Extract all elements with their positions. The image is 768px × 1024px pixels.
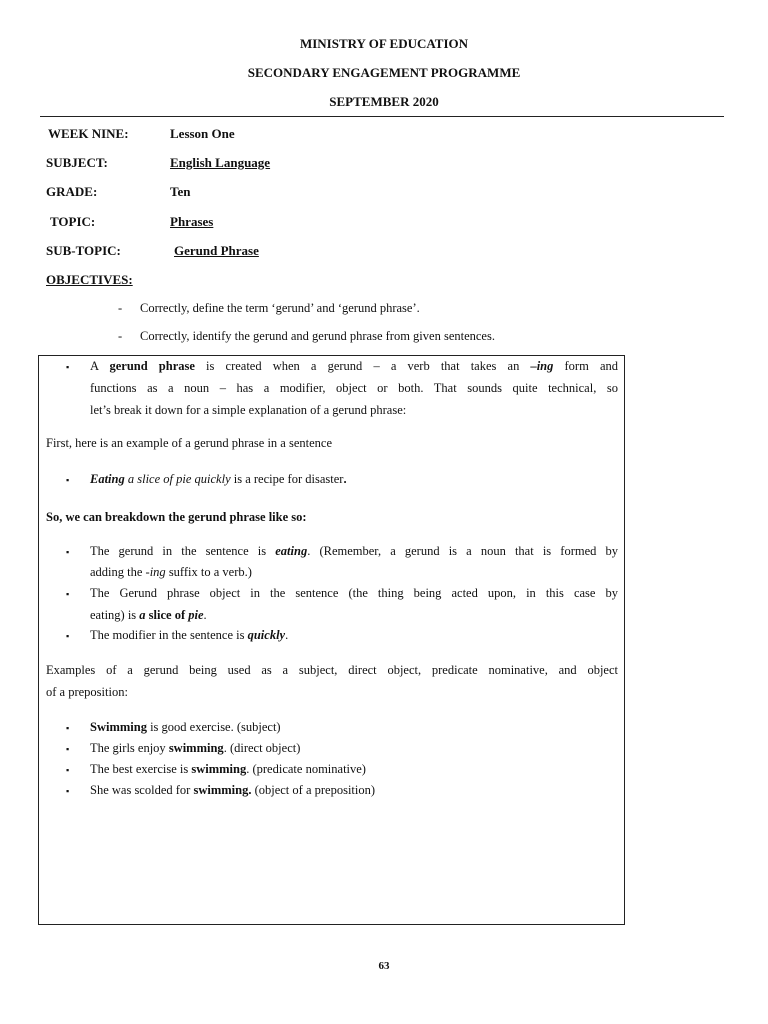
header-rule [40, 116, 724, 117]
example-predicate-nominative [90, 763, 366, 776]
text-run: suffix to a verb.) [165, 565, 252, 579]
subtopic-value: Gerund Phrase [174, 243, 259, 258]
term-ing-suffix: -ing [145, 565, 166, 579]
header-programme: SECONDARY ENGAGEMENT PROGRAMME [247, 65, 521, 80]
bullet-square-icon: ▪ [66, 723, 70, 733]
first-example-intro: First, here is an example of a gerund phrase in a sentence [46, 436, 333, 450]
text-run: adding the [90, 565, 146, 579]
objective-text: Correctly, identify the gerund and gerund phrase from given sentences. [140, 329, 495, 343]
page-number: 63 [378, 960, 390, 972]
topic-label: TOPIC: [50, 214, 96, 229]
bullet-square-icon: ▪ [66, 631, 70, 641]
subject-label: SUBJECT: [46, 155, 108, 170]
bullet-square-icon: ▪ [66, 547, 70, 557]
example-subject [90, 721, 281, 734]
examples-intro-line-2: of a preposition: [46, 685, 128, 699]
text-run: . (direct object) [223, 741, 301, 755]
bullet-square-icon: ▪ [66, 362, 70, 372]
text-run: (object of a preposition) [251, 783, 376, 797]
week-label: WEEK NINE: [48, 126, 129, 141]
text-run: . [343, 472, 347, 486]
example-sentence [90, 473, 347, 486]
text-run: is a recipe for disaster [230, 472, 344, 486]
text-run: She was scolded for [90, 783, 194, 797]
term-gerund-phrase: gerund phrase [109, 359, 195, 373]
topic-value: Phrases [170, 214, 214, 229]
week-value: Lesson One [170, 126, 235, 141]
grade-value: Ten [170, 184, 191, 199]
text-run: The best exercise is [90, 762, 192, 776]
text-run: . (predicate nominative) [246, 762, 366, 776]
text-run: form and [553, 359, 618, 373]
objective-text: Correctly, define the term ‘gerund’ and ‘gerund phrase’. [140, 301, 420, 315]
text-run: The girls enjoy [90, 741, 169, 755]
term-swimming: swimming. [193, 783, 252, 797]
breakdown-item-1-line-1 [90, 545, 618, 558]
term-pie: pie [188, 608, 204, 622]
term-swimming: swimming [191, 762, 247, 776]
bullet-square-icon: ▪ [66, 475, 70, 485]
intro-line-3: let’s break it down for a simple explanation of a gerund phrase: [90, 403, 407, 417]
examples-intro-line-1: Examples of a gerund being used as a subject, direct object, predicate nominative, and object [46, 663, 618, 677]
text-run: is created when a gerund – a verb that takes an [194, 359, 531, 373]
text-run: A [90, 359, 110, 373]
text-run: . [285, 628, 289, 642]
breakdown-heading: So, we can breakdown the gerund phrase like so: [46, 510, 307, 524]
breakdown-item-2-line-1: The Gerund phrase object in the sentence (the thing being acted upon, in this case by [90, 586, 618, 600]
term-slice-of: slice of [145, 608, 189, 622]
bullet-square-icon: ▪ [66, 744, 70, 754]
example-phrase: a slice of pie quickly [124, 472, 231, 486]
breakdown-item-3 [90, 629, 288, 642]
text-run: The modifier in the sentence is [90, 628, 248, 642]
text-run: eating) is [90, 608, 140, 622]
bullet-square-icon: ▪ [66, 765, 70, 775]
term-swimming: swimming [168, 741, 224, 755]
text-run: The gerund in the sentence is [90, 544, 276, 558]
term-eating: eating [275, 544, 308, 558]
text-run: . [203, 608, 207, 622]
subject-value: English Language [170, 155, 271, 170]
header-ministry: MINISTRY OF EDUCATION [299, 36, 469, 51]
breakdown-item-2-line-2 [90, 609, 207, 622]
dash-glyph: - [118, 329, 123, 343]
bullet-square-icon: ▪ [66, 589, 70, 599]
objective-item [118, 329, 495, 344]
example-gerund: Eating [90, 472, 125, 486]
intro-line-1 [90, 360, 618, 373]
text-run: . (Remember, a gerund is a noun that is formed by [307, 544, 618, 558]
subtopic-label: SUB-TOPIC: [46, 243, 121, 258]
header-date: SEPTEMBER 2020 [329, 94, 439, 109]
breakdown-item-1-line-2 [90, 566, 252, 579]
dash-glyph: - [118, 301, 123, 315]
term-quickly: quickly [247, 628, 286, 642]
text-run: is good exercise. (subject) [146, 720, 281, 734]
intro-line-2: functions as a noun – has a modifier, object or both. That sounds quite technical, so [90, 381, 618, 395]
grade-label: GRADE: [46, 184, 98, 199]
objective-item [118, 301, 420, 316]
term-a: a [139, 608, 146, 622]
example-object-of-preposition [90, 784, 375, 797]
objectives-label: OBJECTIVES: [46, 272, 133, 287]
term-ing: –ing [530, 359, 554, 373]
bullet-square-icon: ▪ [66, 786, 70, 796]
term-swimming: Swimming [90, 720, 147, 734]
example-direct-object [90, 742, 300, 755]
